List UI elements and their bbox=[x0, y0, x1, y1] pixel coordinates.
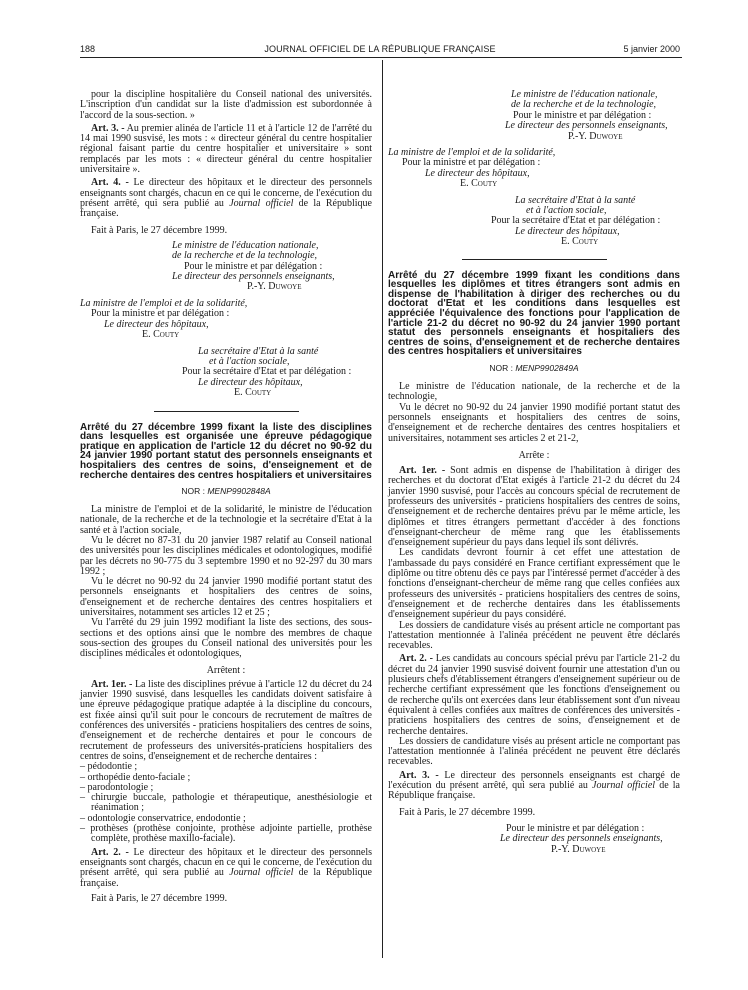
section-separator bbox=[154, 411, 299, 413]
list-item: – orthopédie dento-faciale ; bbox=[80, 771, 191, 783]
article-3-text: Le directeur des personnels enseignants est chargé de l'exécution du présent arrêté, qui sera publié au bbox=[388, 769, 680, 792]
article-2-text: Les candidats au concours spécial prévu par l'article 21-2 du décret du 24 janvier 1990 susvisé doivent fournir une attestation d'un ou plusieurs chefs d'établissement étrangers d'enseignement supérieur ou de recherche certifiant expressément que les fonctions d'enseignement ou de recherche qu'ils ont exercées dans leur établissement sont d'un niveau équivalent à celles confiées aux maîtres de conférences des universités - praticiens hospitaliers des centres de soins, d'enseignement et de recherche dentaires. bbox=[388, 653, 680, 737]
article-1-label: Art. 1er. - bbox=[91, 678, 133, 690]
visa-paragraph: Vu le décret no 90-92 du 24 janvier 1990 modifié portant statut des personnels enseignants et hospitaliers des centres de soins, d'enseignement et de recherche dentaires des centres hospitaliers et universitaires, notamment ses articles 2 et 21-2, bbox=[388, 401, 680, 444]
article-2-label: Art. 2. - bbox=[399, 653, 433, 665]
article-4-text: Le directeur des hôpitaux et le directeur des personnels enseignants sont chargés, chacun en ce qui le concerne, de l'exécution du présent arrêté, qui sera publié au bbox=[80, 177, 372, 209]
article-4-paragraph bbox=[80, 178, 372, 219]
delegation-line: Pour le ministre et par délégation : bbox=[513, 109, 652, 121]
journal-officiel-ref: Journal officiel bbox=[592, 780, 656, 792]
signatory-title: Le directeur des hôpitaux, bbox=[104, 318, 209, 330]
signatory-title: La secrétaire d'Etat à la santé bbox=[515, 194, 636, 206]
nor-reference bbox=[388, 363, 680, 373]
signatory-title: Le ministre de l'éducation nationale, bbox=[172, 239, 319, 251]
signatory-name: P.-Y. Duwoye bbox=[551, 843, 606, 855]
signatory-title: La ministre de l'emploi et de la solidarité, bbox=[388, 147, 556, 159]
signature-block-secretaire-etat bbox=[388, 196, 680, 248]
signatory-title: de la recherche et de la technologie, bbox=[511, 99, 657, 111]
article-1-paragraph bbox=[388, 466, 680, 548]
signatory-title: et à l'action sociale, bbox=[526, 205, 607, 217]
header-rule bbox=[80, 57, 682, 58]
signatory-title: Le directeur des personnels enseignants, bbox=[500, 833, 663, 845]
visa-paragraph: Vu le décret no 87-31 du 20 janvier 1987 relatif au Conseil national des universités pour les disciplines médicales et odontologiques, modifié par les décrets no 90-775 du 3 septembre 1990 et no 92-297 du 30 mars 1992 ; bbox=[80, 535, 372, 577]
arretent-heading: Arrêtent : bbox=[206, 664, 246, 676]
signatory-title: Le directeur des hôpitaux, bbox=[198, 376, 303, 388]
article-4-text-end: de la République française. bbox=[80, 197, 372, 220]
delegation-line: Pour le ministre et par délégation : bbox=[506, 822, 645, 834]
article-3-label: Art. 3. - bbox=[91, 122, 125, 134]
signature-block-final bbox=[388, 824, 680, 855]
signature-block-minister-emploi bbox=[80, 299, 372, 341]
signature-block-minister-education bbox=[80, 241, 372, 293]
delegation-line: Pour le ministre et par délégation : bbox=[184, 260, 323, 272]
signatory-name: E. Couty bbox=[460, 178, 498, 190]
arrete-heading: Arrête : bbox=[518, 449, 550, 461]
delegation-line: Pour la ministre et par délégation : bbox=[91, 308, 230, 320]
dossiers-paragraph: Les dossiers de candidature visés au présent article ne comportant pas l'attestation mentionnée à l'alinéa précédent ne peuvent être déclarés recevables. bbox=[388, 619, 680, 652]
signatory-name: E. Couty bbox=[561, 236, 599, 248]
signatory-title: de la recherche et de la technologie, bbox=[172, 250, 318, 262]
list-item: – chirurgie buccale, pathologie et thérapeutique, anesthésiologie et réanimation ; bbox=[80, 792, 372, 814]
visa-paragraph: Vu l'arrêté du 29 juin 1992 modifiant la liste des sections, des sous-sections et des options ainsi que le nombre des membres de chaque sous-section des groupes du Conseil national des universités pour les disciplines médicales et odontologiques, bbox=[80, 617, 372, 660]
section-separator bbox=[462, 259, 607, 261]
signature-block-minister-emploi bbox=[388, 148, 680, 190]
article-3-text-end: de la République française. bbox=[388, 780, 680, 802]
column-divider bbox=[382, 60, 383, 958]
signatory-title: et à l'action sociale, bbox=[209, 355, 290, 367]
nor-label: NOR : bbox=[181, 486, 205, 497]
signatory-title: Le ministre de l'éducation nationale, bbox=[511, 89, 658, 100]
article-1-text: La liste des disciplines prévue à l'article 12 du décret du 24 janvier 1990 susvisé, dans lesquelles les candidats doivent satisfaire à une épreuve pédagogique pratique adaptée à la discipline du concours, est fixée ainsi qu'il suit pour le concours de recrutement de maîtres de conférences des universités - praticiens hospitaliers des centres de soins, d'enseignement et de recherche dentaires et pour le concours de recrutement de professeurs des universités-praticiens hospitaliers des centres de soins, d'enseignement et de recherche dentaires : bbox=[80, 678, 372, 762]
issue-date: 5 janvier 2000 bbox=[623, 44, 680, 54]
list-item: – prothèses (prothèse conjointe, prothèse adjointe partielle, prothèse complète, prothèse maxillo-faciale). bbox=[80, 823, 372, 845]
candidates-paragraph: Les candidats devront fournir à cet effet une attestation de l'ambassade du pays considéré en France certifiant expressément que le diplôme ou titre obtenu dès ce pays par l'intéressé permet d'accéder à des fonctions d'enseignant-chercheur de même rang que celles confiées aux professeurs des universités - praticiens hospitaliers des centres de soins, d'enseignement et de recherche dentaires dans les établissements d'enseignement supérieur du pays considéré. bbox=[388, 547, 680, 621]
signatory-name: E. Couty bbox=[234, 387, 272, 399]
article-1-paragraph bbox=[80, 680, 372, 762]
nor-reference bbox=[80, 486, 372, 496]
fait-a-paris: Fait à Paris, le 27 décembre 1999. bbox=[91, 224, 228, 236]
fait-a-paris: Fait à Paris, le 27 décembre 1999. bbox=[91, 892, 228, 904]
delegation-line: Pour la secrétaire d'Etat et par délégation : bbox=[182, 366, 352, 378]
signatory-name: P.-Y. Duwoye bbox=[568, 130, 623, 142]
article-3-paragraph bbox=[80, 124, 372, 175]
article-3-paragraph bbox=[388, 771, 680, 802]
journal-officiel-ref: Journal officiel bbox=[229, 867, 294, 879]
signatory-title: Le directeur des personnels enseignants, bbox=[172, 271, 335, 283]
article-1-label: Art. 1er. - bbox=[399, 465, 446, 477]
signature-block-minister-education bbox=[388, 90, 680, 142]
left-column bbox=[80, 90, 372, 904]
nor-code: MENP9902849A bbox=[515, 363, 579, 374]
visa-paragraph: Vu le décret no 90-92 du 24 janvier 1990 modifié portant statut des personnels enseignants et hospitaliers des centres de soins, d'enseignement et de recherche dentaires des centres hospitaliers et universitaires, notamment ses articles 12 et 25 ; bbox=[80, 576, 372, 619]
signatory-title: Le directeur des personnels enseignants, bbox=[505, 120, 668, 132]
list-item: – odontologie conservatrice, endodontie ; bbox=[80, 812, 246, 824]
nor-code: MENP9902848A bbox=[207, 486, 271, 497]
journal-officiel-ref: Journal officiel bbox=[229, 197, 294, 209]
signatory-name: E. Couty bbox=[142, 329, 180, 341]
article-1-text: Sont admis en dispense de l'habilitation à diriger des recherches et du doctorat d'Etat exigés à l'article 21-2 du décret du 24 janvier 1990 susvisé, pour l'accès au concours spécial de recrutement de professeurs des universités - praticiens hospitaliers des centres de soins, d'enseignement et de recherche dentaires prévu par le même article, les diplômes et titres étrangers permettant d'accéder à des fonctions d'enseignant-chercheur de même rang que les établissements d'enseignement supérieur du pays dans lequel ils sont délivrés. bbox=[388, 465, 681, 549]
article-2-text-end: de la République française. bbox=[80, 867, 372, 889]
preamble-paragraph: Le ministre de l'éducation nationale, de la recherche et de la technologie, bbox=[388, 381, 680, 403]
signatory-name: P.-Y. Duwoye bbox=[247, 281, 302, 293]
dossiers-paragraph: Les dossiers de candidature visés au présent article ne comportant pas l'attestation mentionnée à l'alinéa précédent ne peuvent être déclarés recevables. bbox=[388, 735, 680, 768]
list-item: – pédodontie ; bbox=[80, 761, 138, 773]
article-2-paragraph bbox=[80, 848, 372, 889]
delegation-line: Pour la ministre et par délégation : bbox=[402, 157, 541, 169]
journal-title: JOURNAL OFFICIEL DE LA RÉPUBLIQUE FRANÇAISE bbox=[264, 44, 496, 54]
right-column bbox=[388, 90, 680, 855]
disciplines-list bbox=[80, 762, 372, 844]
article-2-label: Art. 2. - bbox=[91, 846, 129, 858]
article-3-label: Art. 3. - bbox=[399, 769, 439, 781]
delegation-line: Pour la secrétaire d'Etat et par délégation : bbox=[491, 215, 661, 227]
signatory-title: La ministre de l'emploi et de la solidarité, bbox=[80, 297, 248, 309]
page-number: 188 bbox=[80, 44, 96, 54]
preamble-paragraph: La ministre de l'emploi et de la solidarité, le ministre de l'éducation nationale, de la recherche et de la technologie et la secrétaire d'Etat à la santé et à l'action sociale, bbox=[80, 504, 372, 536]
article-4-label: Art. 4. - bbox=[91, 177, 129, 189]
page-header bbox=[80, 40, 680, 56]
decree-title: Arrêté du 27 décembre 1999 fixant les conditions dans lesquelles les diplômes et titres étrangers sont admis en dispense de l'habilitation à diriger des recherches ou du doctorat d'Etat et les conditions dans lesquelles est appréciée l'équivalence des fonctions pour l'application de l'article 21-2 du décret no 90-92 du 24 janvier 1990 portant statut des personnels enseignants et hospitaliers des centres de soins, d'enseignement et de recherche dentaires des centres hospitaliers et universitaires bbox=[388, 269, 680, 358]
fait-a-paris: Fait à Paris, le 27 décembre 1999. bbox=[399, 806, 536, 818]
article-3-text: Au premier alinéa de l'article 11 et à l'article 12 de l'arrêté du 14 mai 1990 susvisé, les mots : « directeur général du centre hospitalier régional faisant partie du centre hospitalier et universitaire » sont remplacés par les mots : « directeur général du centre hospitalier universitaire ». bbox=[80, 122, 372, 176]
decree-title: Arrêté du 27 décembre 1999 fixant la liste des disciplines dans lesquelles est organisée une épreuve pédagogique pratique en application de l'article 12 du décret no 90-92 du 24 janvier 1990 portant statut des personnels enseignants et hospitaliers des centres de soins, d'enseignement et de recherche dentaires des centres hospitaliers et universitaires bbox=[80, 421, 372, 481]
article-2-paragraph bbox=[388, 654, 680, 736]
signatory-title: Le directeur des hôpitaux, bbox=[425, 167, 530, 179]
article-2-text: Le directeur des hôpitaux et le directeur des personnels enseignants sont chargés, chacun en ce qui le concerne, de l'exécution du présent arrêté, qui sera publié au bbox=[80, 846, 372, 879]
signature-block-secretaire-etat bbox=[80, 347, 372, 399]
nor-label: NOR : bbox=[489, 363, 513, 374]
signatory-title: La secrétaire d'Etat à la santé bbox=[198, 345, 319, 357]
list-item: – parodontologie ; bbox=[80, 781, 154, 793]
continued-paragraph: pour la discipline hospitalière du Conseil national des universités. L'inscription d'un candidat sur la liste d'admission est subordonnée à l'accord de la sous-section. » bbox=[80, 89, 372, 121]
signatory-title: Le directeur des hôpitaux, bbox=[515, 225, 620, 237]
